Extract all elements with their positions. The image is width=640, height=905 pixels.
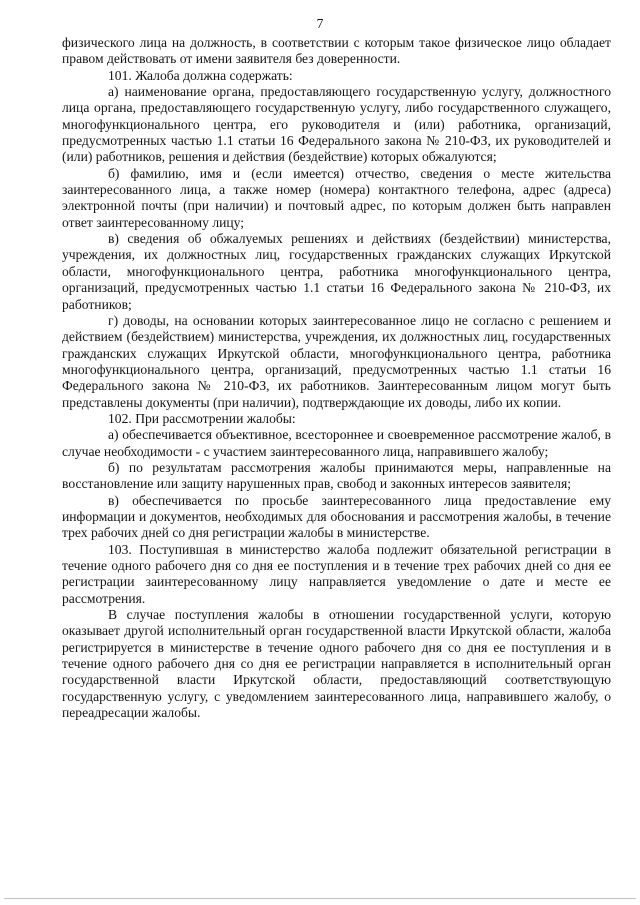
paragraph-102-b: б) по результатам рассмотрения жалобы принимаются меры, направленные на восстановление или защиту нарушенных прав, свобод и законных интересов заявителя; xyxy=(62,459,611,492)
page-number: 7 xyxy=(316,16,324,31)
paragraph-101-b: б) фамилию, имя и (если имеется) отчество, сведения о месте жительства заинтересованного лица, а также номер (номера) контактного телефона, адрес (адреса) электронной почты (при наличии) и почтовый адрес, по которым должен быть направлен ответ заинтересованному лицу; xyxy=(62,165,611,230)
paragraph-103: 103. Поступившая в министерство жалоба подлежит обязательной регистрации в течение одного рабочего дня со дня ее поступления и в течение трех рабочих дней со дня ее регистрации заинтересованному лицу направляется уведомление о дате и месте ее рассмотрения. xyxy=(62,541,611,606)
paragraph-103-redirect: В случае поступления жалобы в отношении государственной услуги, которую оказывает другой исполнительный орган государственной власти Иркутской области, жалоба регистрируется в министерстве в течение одного рабочего дня со дня ее поступления и в течение одного рабочего дня со дня ее регистрации направляется в исполнительный орган государственной власти Иркутской области, предоставляющий соответствующую государственную услугу, с уведомлением заинтересованного лица, направившего жалобу, о переадресации жалобы. xyxy=(62,607,611,721)
paragraph-101-g: г) доводы, на основании которых заинтересованное лицо не согласно с решением и действием (бездействием) министерства, учреждения, их должностных лиц, государственных гражданских служащих Иркутской области, многофункционального центра, работника многофункционального центра, организаций, предусмотренных частью 1.1 статьи 16 Федерального закона № 210-ФЗ, их работников. Заинтересованным лицом могут быть представлены документы (при наличии), подтверждающие их доводы, либо их копии. xyxy=(62,312,611,410)
paragraph-101-v: в) сведения об обжалуемых решениях и действиях (бездействии) министерства, учреждения, их должностных лиц, государственных гражданских служащих Иркутской области, многофункционального центра, работника многофункционального центра, организаций, предусмотренных частью 1.1 статьи 16 Федерального закона № 210-ФЗ, их работников; xyxy=(62,231,611,312)
paragraph-continuation: физического лица на должность, в соответствии с которым такое физическое лицо обладает правом действовать от имени заявителя без доверенности. xyxy=(62,35,611,67)
paragraph-101-a: а) наименование органа, предоставляющего государственную услугу, должностного лица органа, предоставляющего государственную услугу, либо государственного служащего, многофункционального центра, его руководителя и (или) работника, организаций, предусмотренных частью 1.1 статьи 16 Федерального закона № 210-ФЗ, их руководителей и (или) работников, решения и действия (бездействие) которых обжалуются; xyxy=(62,84,611,165)
paragraph-102-v: в) обеспечивается по просьбе заинтересованного лица предоставление ему информации и документов, необходимых для обоснования и рассмотрения жалобы, в течение трех рабочих дней со дня регистрации жалобы в министерстве. xyxy=(62,492,611,541)
document-body xyxy=(62,35,611,721)
scan-edge-line xyxy=(4,898,636,899)
paragraph-102-a: а) обеспечивается объективное, всестороннее и своевременное рассмотрение жалоб, в случае необходимости - с участием заинтересованного лица, направившего жалобу; xyxy=(62,427,611,459)
paragraph-101-heading: 101. Жалоба должна содержать: xyxy=(108,67,293,83)
paragraph-102-heading: 102. При рассмотрении жалобы: xyxy=(108,410,296,426)
